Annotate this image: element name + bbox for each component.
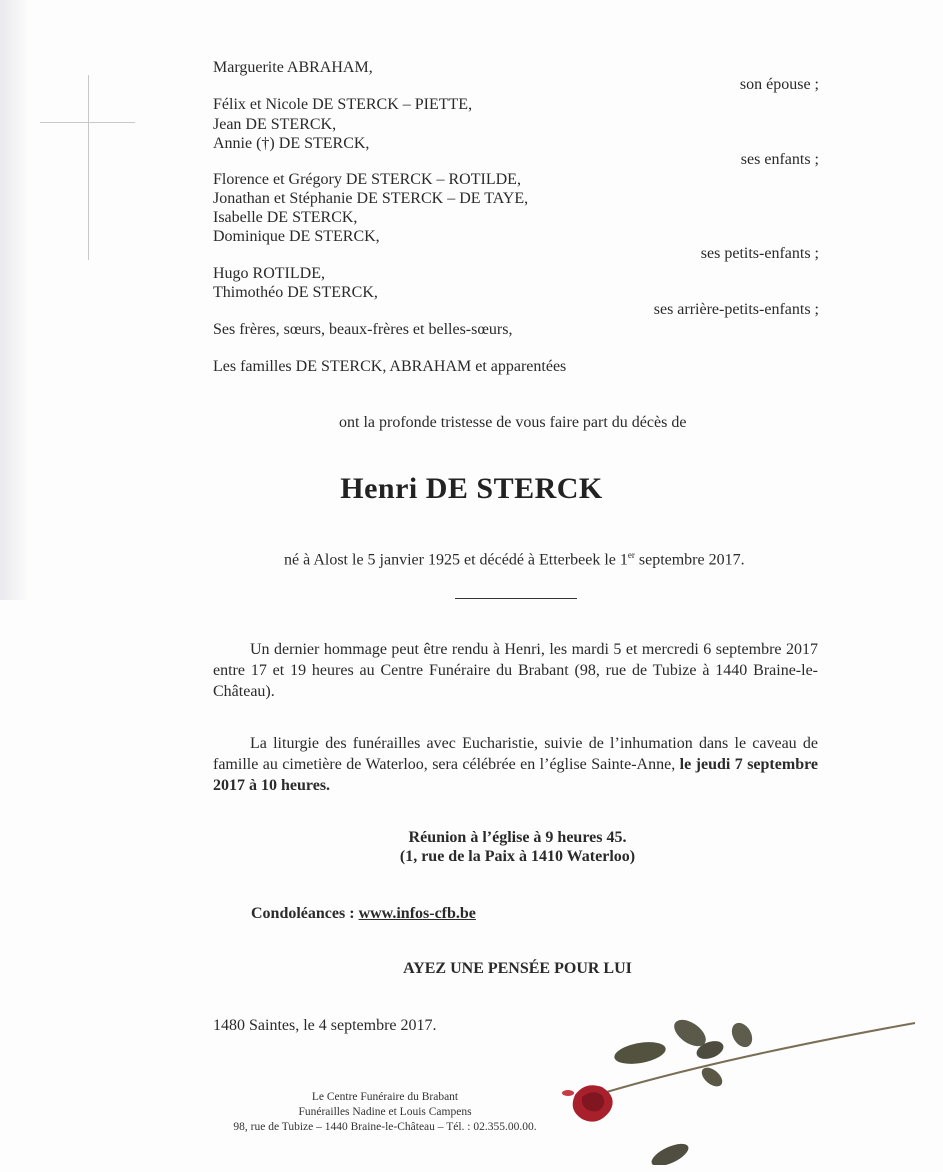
- meeting-address: (1, rue de la Paix à 1410 Waterloo): [399, 848, 636, 865]
- great-grandchild-name: Thimothéo DE STERCK,: [213, 284, 378, 301]
- child-name: Jean DE STERCK,: [213, 116, 337, 133]
- cross-horizontal-line: [40, 122, 135, 123]
- liturgy-text: La liturgie des funérailles avec Eucharistie, suivie de l’inhumation dans le caveau de famille au cimetière de Waterloo, sera célébrée en l’église Sainte-Anne,: [213, 735, 818, 773]
- meeting-time: Réunion à l’église à 9 heures 45.: [408, 829, 627, 846]
- rose-illustration: [560, 1005, 920, 1165]
- footer-company: Le Centre Funéraire du Brabant: [311, 1091, 459, 1103]
- great-grandchildren-role: ses arrière-petits-enfants ;: [653, 301, 819, 318]
- condolences-link[interactable]: www.infos-cfb.be: [358, 905, 476, 922]
- spouse-role: son épouse ;: [739, 76, 819, 93]
- grandchild-name: Florence et Grégory DE STERCK – ROTILDE,: [213, 171, 521, 188]
- child-name: Félix et Nicole DE STERCK – PIETTE,: [213, 96, 473, 113]
- cross-vertical-line: [88, 75, 89, 260]
- child-name: Annie (†) DE STERCK,: [213, 135, 370, 152]
- dates-superscript: er: [627, 550, 635, 560]
- great-grandchild-name: Hugo ROTILDE,: [213, 265, 325, 282]
- grandchild-name: Jonathan et Stéphanie DE STERCK – DE TAYE,: [213, 190, 529, 207]
- footer-owners: Funérailles Nadine et Louis Campens: [298, 1106, 472, 1118]
- families-line: Les familles DE STERCK, ABRAHAM et apparentées: [213, 358, 567, 375]
- dates-text: né à Alost le 5 janvier 1925 et décédé à Etterbeek le 1: [284, 551, 628, 569]
- deceased-name: Henri DE STERCK: [340, 472, 603, 505]
- liturgy-paragraph: [213, 733, 818, 796]
- children-role: ses enfants ;: [740, 151, 819, 168]
- place-date: 1480 Saintes, le 4 septembre 2017.: [213, 1017, 437, 1034]
- birth-death-dates: [284, 545, 745, 570]
- closing-line: AYEZ UNE PENSÉE POUR LUI: [403, 960, 632, 977]
- grandchildren-role: ses petits-enfants ;: [700, 245, 819, 262]
- footer-address: 98, rue de Tubize – 1440 Braine-le-Château – Tél. : 02.355.00.00.: [233, 1121, 537, 1133]
- condolences-label: Condoléances :: [251, 905, 359, 922]
- dates-text-end: septembre 2017.: [634, 551, 745, 569]
- grandchild-name: Dominique DE STERCK,: [213, 228, 380, 245]
- announcement-line: ont la profonde tristesse de vous faire part du décès de: [339, 414, 687, 431]
- separator-line: [455, 598, 577, 599]
- spouse-name: Marguerite ABRAHAM,: [213, 59, 373, 76]
- liturgy-date: le jeudi 7 septembre 2017 à 10 heures.: [213, 756, 819, 794]
- siblings-line: Ses frères, sœurs, beaux-frères et belles-sœurs,: [213, 321, 513, 338]
- paper-shadow: [0, 0, 30, 600]
- condolences-line: [251, 904, 476, 924]
- tribute-paragraph: Un dernier hommage peut être rendu à Henri, les mardi 5 et mercredi 6 septembre 2017 entre 17 et 19 heures au Centre Funéraire du Brabant (98, rue de Tubize à 1440 Braine-le-Château).: [213, 641, 818, 700]
- grandchild-name: Isabelle DE STERCK,: [213, 209, 358, 226]
